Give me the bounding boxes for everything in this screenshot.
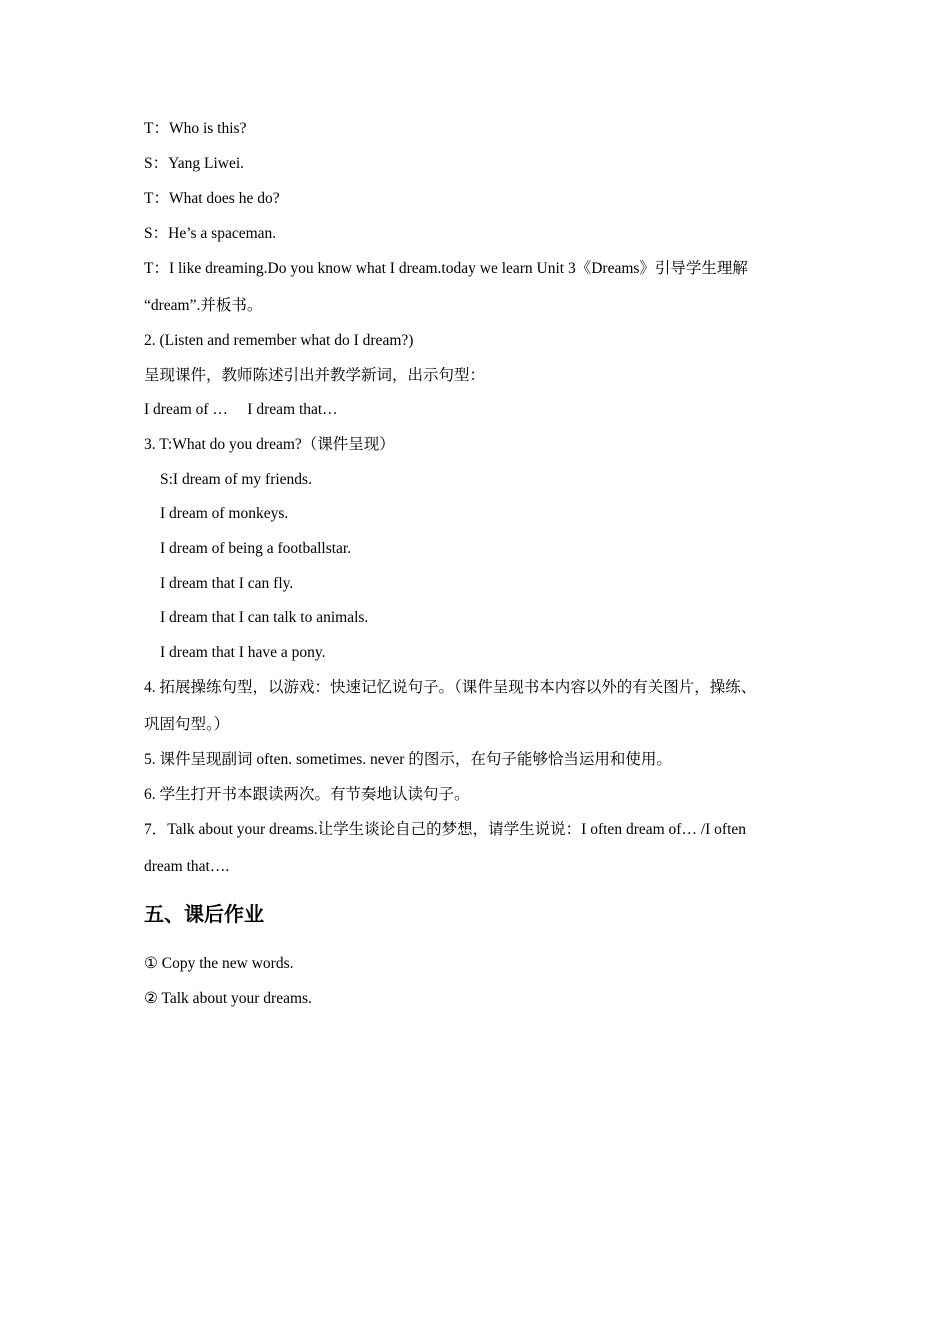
step2-title: 2. (Listen and remember what do I dream?) <box>144 332 414 349</box>
dialogue-line-6: “dream”.并板书。 <box>144 297 263 314</box>
dialogue-line-3: T：What does he do? <box>144 190 280 207</box>
homework-item-1: ① Copy the new words. <box>144 955 294 972</box>
step7-line-1: 7．Talk about your dreams.让学生谈论自己的梦想，请学生说说：I often dream of… /I often <box>144 821 747 838</box>
homework-item-2: ② Talk about your dreams. <box>144 990 312 1007</box>
dialogue-line-4: S：He’s a spaceman. <box>144 225 277 242</box>
step4-line-1: 4. 拓展操练句型，以游戏：快速记忆说句子。（课件呈现书本内容以外的有关图片，操练、 <box>144 679 757 696</box>
step3-answer: I dream that I have a pony. <box>160 644 326 661</box>
dialogue-line-1: T：Who is this? <box>144 120 247 137</box>
step3-answer: I dream of being a footballstar. <box>160 540 352 557</box>
dialogue-line-5: T：I like dreaming.Do you know what I dream.today we learn Unit 3《Dreams》引导学生理解 <box>144 260 748 277</box>
step4-line-2: 巩固句型。） <box>144 716 230 733</box>
step3-answer: I dream that I can talk to animals. <box>160 609 369 626</box>
step3-answer: I dream of monkeys. <box>160 505 289 522</box>
dialogue-line-2: S：Yang Liwei. <box>144 155 245 172</box>
step2-description: 呈现课件，教师陈述引出并教学新词，出示句型： <box>144 367 486 384</box>
homework-heading: 五、课后作业 <box>144 902 264 926</box>
step5: 5. 课件呈现副词 often. sometimes. never 的图示，在句子能够恰当运用和使用。 <box>144 751 672 768</box>
step2-patterns: I dream of … I dream that… <box>144 401 338 418</box>
step3-title: 3. T:What do you dream?（课件呈现） <box>144 436 395 453</box>
step3-answer: S:I dream of my friends. <box>160 471 312 488</box>
step6: 6. 学生打开书本跟读两次。有节奏地认读句子。 <box>144 786 470 803</box>
step7-line-2: dream that…. <box>144 858 230 875</box>
step3-answer: I dream that I can fly. <box>160 575 294 592</box>
